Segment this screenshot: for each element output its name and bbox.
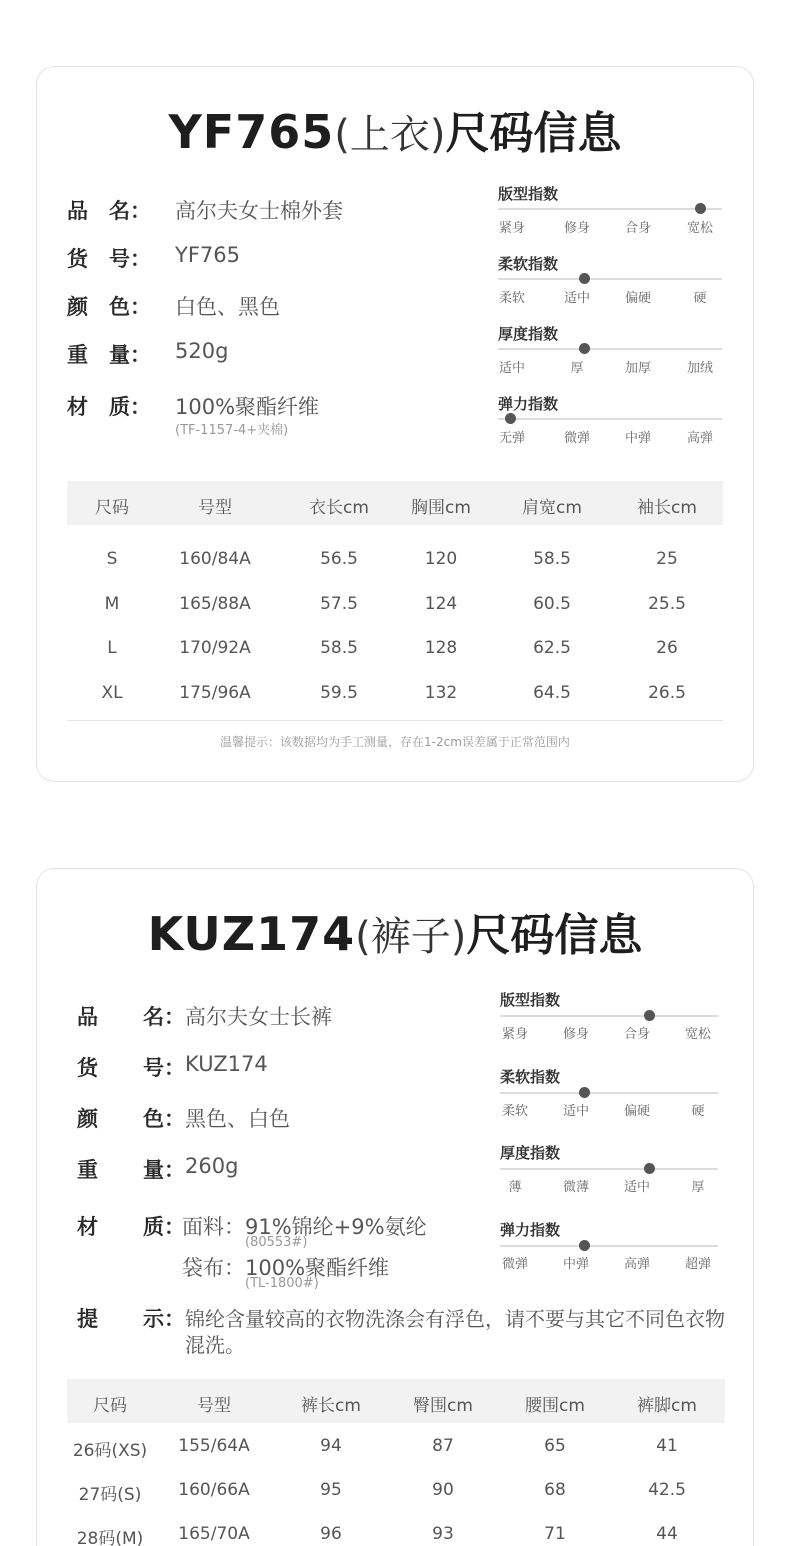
bottom-table-cell: 87 bbox=[432, 1436, 454, 1456]
bottom-table-cell: 90 bbox=[432, 1480, 454, 1500]
bottom-index-track bbox=[500, 1245, 718, 1247]
bottom-size-card bbox=[36, 868, 754, 1546]
top-index-title: 柔软指数 bbox=[498, 255, 559, 273]
bottom-table-cell: 95 bbox=[320, 1480, 342, 1500]
top-table-cell: 26 bbox=[656, 638, 678, 658]
top-table-cell: S bbox=[106, 549, 118, 569]
top-table-cell: L bbox=[107, 638, 117, 658]
top-index-option: 适中 bbox=[498, 361, 526, 376]
bottom-index-3 bbox=[500, 1142, 718, 1219]
bottom-title-paren: (裤子) bbox=[355, 914, 467, 960]
bottom-spec-l2-material: 质： bbox=[143, 1215, 185, 1239]
top-index-option: 中弹 bbox=[624, 431, 652, 446]
bottom-table-cell: 165/70A bbox=[178, 1524, 250, 1544]
top-index-track bbox=[498, 208, 722, 210]
top-table-cell: 57.5 bbox=[320, 593, 358, 614]
bottom-table-cell: 26码(XS) bbox=[72, 1441, 148, 1461]
top-table-header-cell: 尺码 bbox=[95, 498, 129, 518]
top-table-cell: 56.5 bbox=[320, 549, 358, 569]
bottom-tip-line1: 锦纶含量较高的衣物洗涤会有浮色，请不要与其它不同色衣物 bbox=[185, 1307, 725, 1331]
top-table-cell: 59.5 bbox=[320, 682, 358, 703]
bottom-index-track bbox=[500, 1015, 718, 1017]
bottom-index-option: 柔软 bbox=[501, 1103, 529, 1119]
top-spec-value-color: 白色、黑色 bbox=[175, 295, 280, 319]
bottom-index-2 bbox=[500, 1066, 718, 1143]
bottom-index-option: 高弹 bbox=[623, 1256, 651, 1272]
bottom-title bbox=[37, 899, 753, 963]
top-index-option: 加厚 bbox=[624, 361, 652, 376]
bottom-pocket-label: 袋布： bbox=[182, 1256, 245, 1280]
bottom-table-cell: 160/66A bbox=[178, 1480, 250, 1500]
top-index-track bbox=[498, 418, 722, 420]
bottom-table-header-cell: 臀围cm bbox=[413, 1396, 473, 1416]
bottom-table-cell: 41 bbox=[656, 1436, 678, 1456]
top-index-track bbox=[498, 278, 722, 280]
bottom-index-title: 弹力指数 bbox=[500, 1220, 561, 1239]
bottom-index-option: 宽松 bbox=[684, 1027, 712, 1042]
bottom-spec-l1-code: 货 bbox=[77, 1056, 98, 1080]
top-index-1 bbox=[498, 183, 722, 253]
top-table-cell: 120 bbox=[424, 549, 458, 569]
top-index-option: 偏硬 bbox=[624, 291, 652, 306]
bottom-spec-l1-name: 品 bbox=[77, 1005, 98, 1029]
top-index-option: 紧身 bbox=[498, 221, 526, 236]
top-table-cell: 58.5 bbox=[533, 549, 571, 569]
bottom-title-cn: 尺码信息 bbox=[466, 910, 643, 961]
bottom-index-title: 厚度指数 bbox=[500, 1144, 561, 1162]
top-size-card bbox=[36, 66, 754, 782]
top-index-title: 版型指数 bbox=[498, 185, 559, 203]
top-table-cell: XL bbox=[101, 682, 123, 703]
top-index-title: 弹力指数 bbox=[498, 395, 559, 413]
bottom-table-cell: 71 bbox=[544, 1524, 566, 1544]
bottom-index-marker bbox=[644, 1010, 655, 1021]
bottom-table-cell: 42.5 bbox=[648, 1480, 686, 1500]
top-index-option: 宽松 bbox=[686, 221, 714, 236]
bottom-spec-l1-material: 材 bbox=[77, 1215, 98, 1239]
top-table-header-cell: 衣长cm bbox=[309, 498, 369, 518]
bottom-index-track bbox=[500, 1168, 718, 1170]
bottom-table-cell: 96 bbox=[320, 1524, 342, 1544]
top-table-header-cell: 肩宽cm bbox=[522, 498, 582, 518]
bottom-spec-l2-color: 色： bbox=[143, 1107, 185, 1131]
top-index-option: 硬 bbox=[693, 291, 707, 306]
bottom-pocket-value: 100%聚酯纤维 bbox=[245, 1256, 390, 1280]
bottom-index-option: 中弹 bbox=[562, 1256, 590, 1272]
top-table-header bbox=[67, 481, 723, 525]
top-index-4 bbox=[498, 393, 722, 463]
top-table-header-cell: 号型 bbox=[198, 498, 232, 518]
bottom-index-option: 修身 bbox=[562, 1027, 590, 1042]
bottom-title-code: KUZ174 bbox=[147, 907, 356, 961]
bottom-index-option: 微薄 bbox=[562, 1180, 590, 1195]
top-table-cell: M bbox=[104, 593, 120, 614]
bottom-index-option: 紧身 bbox=[501, 1027, 529, 1042]
top-table-cell: 64.5 bbox=[533, 682, 571, 703]
top-index-option: 修身 bbox=[563, 221, 591, 236]
top-table-cell: 60.5 bbox=[533, 593, 571, 614]
top-table-cell: 128 bbox=[424, 638, 458, 658]
top-table-cell: 165/88A bbox=[179, 593, 251, 614]
top-table-header-cell: 袖长cm bbox=[637, 498, 697, 518]
bottom-table-cell: 44 bbox=[656, 1524, 678, 1544]
bottom-spec-l1-weight: 重 bbox=[77, 1158, 98, 1182]
top-title-code: YF765 bbox=[168, 105, 335, 159]
bottom-table-cell: 27码(S) bbox=[78, 1485, 142, 1505]
top-table-cell: 160/84A bbox=[179, 549, 251, 569]
top-index-option: 高弹 bbox=[686, 431, 714, 446]
bottom-index-track bbox=[500, 1092, 718, 1094]
top-note: 温馨提示：该数据均为手工测量，存在1-2cm误差属于正常范围内 bbox=[220, 735, 570, 749]
top-spec-value-weight: 520g bbox=[175, 339, 229, 363]
bottom-spec-value-color: 黑色、白色 bbox=[185, 1107, 290, 1131]
bottom-spec-l2-name: 名： bbox=[143, 1005, 185, 1029]
bottom-index-option: 硬 bbox=[691, 1103, 705, 1119]
top-spec-label-color: 颜 色： bbox=[67, 295, 151, 319]
bottom-table-cell: 94 bbox=[320, 1436, 342, 1456]
top-table-header-cell: 胸围cm bbox=[411, 498, 471, 518]
bottom-index-marker bbox=[644, 1163, 655, 1174]
top-spec-sub-material: (TF-1157-4+夹棉) bbox=[175, 423, 289, 438]
top-table-cell: 132 bbox=[424, 682, 458, 703]
bottom-index-marker bbox=[579, 1087, 590, 1098]
bottom-index-1 bbox=[500, 989, 718, 1066]
top-table-cell: 170/92A bbox=[179, 638, 251, 658]
bottom-table-header bbox=[67, 1379, 725, 1423]
bottom-fabric-label: 面料： bbox=[182, 1215, 245, 1239]
bottom-spec-l1-color: 颜 bbox=[77, 1107, 98, 1131]
top-index-option: 无弹 bbox=[498, 431, 526, 446]
bottom-table-header-cell: 号型 bbox=[197, 1396, 231, 1416]
bottom-spec-value-weight: 260g bbox=[185, 1154, 239, 1178]
top-table-cell: 25.5 bbox=[648, 593, 686, 614]
top-table-cell: 175/96A bbox=[179, 682, 251, 703]
top-spec-value-code: YF765 bbox=[175, 243, 240, 267]
bottom-index-option: 超弹 bbox=[684, 1256, 712, 1272]
top-index-track bbox=[498, 348, 722, 350]
bottom-spec-l2-weight: 量： bbox=[143, 1158, 185, 1182]
top-index-title: 厚度指数 bbox=[498, 325, 559, 343]
bottom-index-option: 微弹 bbox=[501, 1256, 529, 1272]
bottom-spec-value-name: 高尔夫女士长裤 bbox=[185, 1005, 332, 1029]
top-spec-label-weight: 重 量： bbox=[67, 343, 151, 367]
bottom-index-option: 适中 bbox=[562, 1103, 590, 1119]
bottom-table-cell: 93 bbox=[432, 1524, 454, 1544]
top-index-2 bbox=[498, 253, 722, 323]
bottom-table-cell: 28码(M) bbox=[76, 1529, 144, 1546]
bottom-index-option: 适中 bbox=[623, 1180, 651, 1195]
top-index-marker bbox=[579, 343, 590, 354]
bottom-index-option: 合身 bbox=[623, 1027, 651, 1042]
bottom-table-header-cell: 腰围cm bbox=[525, 1396, 585, 1416]
bottom-index-title: 柔软指数 bbox=[500, 1067, 561, 1086]
top-index-marker bbox=[579, 273, 590, 284]
bottom-table-header-cell: 裤脚cm bbox=[637, 1396, 697, 1416]
bottom-table-header-cell: 尺码 bbox=[93, 1396, 127, 1416]
top-title-paren: (上衣) bbox=[334, 112, 446, 158]
bottom-fabric-sub: (80553#) bbox=[245, 1235, 308, 1250]
top-table-cell: 62.5 bbox=[533, 638, 571, 658]
top-table-cell: 25 bbox=[656, 549, 678, 569]
top-index-option: 厚 bbox=[570, 361, 584, 376]
top-index-marker bbox=[695, 203, 706, 214]
bottom-spec-l2-code: 号： bbox=[143, 1056, 185, 1080]
top-table-cell: 26.5 bbox=[648, 682, 686, 703]
bottom-table-cell: 68 bbox=[544, 1480, 566, 1500]
bottom-index-option: 薄 bbox=[508, 1180, 522, 1195]
bottom-table-header-cell: 裤长cm bbox=[301, 1396, 361, 1416]
top-spec-value-name: 高尔夫女士棉外套 bbox=[175, 199, 343, 223]
bottom-spec-l1-tip: 提 bbox=[77, 1307, 98, 1331]
bottom-pocket-sub: (TL-1800#) bbox=[245, 1276, 319, 1291]
top-table-cell: 58.5 bbox=[320, 638, 358, 658]
top-index-option: 合身 bbox=[624, 221, 652, 236]
bottom-fabric-value: 91%锦纶+9%氨纶 bbox=[245, 1215, 427, 1239]
bottom-index-marker bbox=[579, 1240, 590, 1251]
bottom-index-4 bbox=[500, 1219, 718, 1296]
bottom-table-cell: 155/64A bbox=[178, 1436, 250, 1456]
top-index-3 bbox=[498, 323, 722, 393]
bottom-index-option: 偏硬 bbox=[623, 1103, 651, 1119]
top-table-rule bbox=[67, 720, 723, 721]
top-index-option: 微弹 bbox=[563, 431, 591, 446]
top-index-option: 适中 bbox=[563, 291, 591, 306]
top-title bbox=[37, 97, 753, 161]
bottom-spec-value-code: KUZ174 bbox=[185, 1052, 268, 1076]
bottom-spec-l2-tip: 示： bbox=[143, 1307, 185, 1331]
top-index-option: 柔软 bbox=[498, 291, 526, 306]
bottom-table-cell: 65 bbox=[544, 1436, 566, 1456]
top-title-cn: 尺码信息 bbox=[445, 108, 622, 159]
top-spec-value-material: 100%聚酯纤维 bbox=[175, 395, 320, 419]
top-table-cell: 124 bbox=[424, 593, 458, 614]
bottom-index-option: 厚 bbox=[691, 1180, 705, 1195]
top-index-marker bbox=[505, 413, 516, 424]
bottom-index-title: 版型指数 bbox=[500, 991, 561, 1009]
top-index-option: 加绒 bbox=[686, 361, 714, 376]
top-spec-label-code: 货 号： bbox=[67, 247, 151, 271]
bottom-tip-line2: 混洗。 bbox=[185, 1333, 245, 1357]
top-spec-label-material: 材 质： bbox=[67, 395, 151, 419]
top-spec-label-name: 品 名： bbox=[67, 199, 151, 223]
